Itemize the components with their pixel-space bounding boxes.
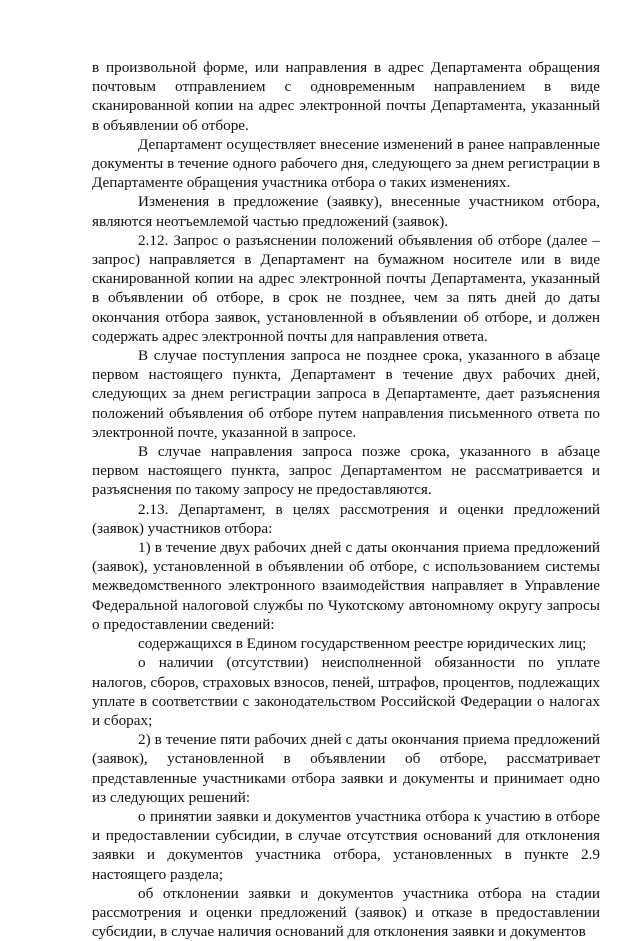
paragraph-decision-reject: об отклонении заявки и документов участника отбора на стадии рассмотрения и оценки предложений (заявок) и отказе в предоставлении субсидии, в случае наличия оснований для отклонения заявки и документов: [92, 884, 600, 941]
paragraph-item-2: 2) в течение пяти рабочих дней с даты окончания приема предложений (заявок), установленной в объявлении об отборе, рассматривает представленные участниками отбора заявки и документы и принимает одно из следующих решений:: [92, 731, 600, 806]
paragraph-amendment-procedure: Департамент осуществляет внесение изменений в ранее направленные документы в течение одного рабочего дня, следующего за днем регистрации в Департаменте обращения участника отбора о таких изменениях.: [92, 135, 600, 192]
paragraph-item-1-registry: содержащихся в Едином государственном реестре юридических лиц;: [138, 635, 587, 653]
paragraph-clarification-timely: В случае поступления запроса не позднее срока, указанного в абзаце первом настоящего пункта, Департамент в течение двух рабочих дней, следующих за днем регистрации запроса в Департаменте, дает разъяснения положений объявления об отборе путем направления письменного ответа по электронной почте, указанной в запросе.: [92, 347, 600, 441]
document-page: [92, 58, 600, 941]
paragraph-clarification-late: В случае направления запроса позже срока, указанного в абзаце первом настоящего пункта, запрос Департаментом не рассматривается и разъяснения по такому запросу не предоставляются.: [92, 443, 600, 499]
paragraph-decision-accept: о принятии заявки и документов участника отбора к участию в отборе и предоставлении субсидии, в случае отсутствия оснований для отклонения заявки и документов участника отбора, установленных в пункте 2.9 настоящего раздела;: [92, 807, 600, 883]
paragraph-item-1-tax-debt: о наличии (отсутствии) неисполненной обязанности по уплате налогов, сборов, страховых взносов, пеней, штрафов, процентов, подлежащих уплате в соответствии с законодательством Российской Федерации о налогах и сборах;: [92, 654, 600, 729]
paragraph-amendment-status: Изменения в предложение (заявку), внесенные участником отбора, являются неотъемлемой частью предложений (заявок).: [92, 193, 600, 230]
paragraph-clause-2-13: 2.13. Департамент, в целях рассмотрения и оценки предложений (заявок) участников отбора:: [92, 500, 600, 537]
paragraph-continuation: в произвольной форме, или направления в адрес Департамента обращения почтовым отправлением с одновременным направлением в виде сканированной копии на адрес электронной почты Департамента, указанный в объявлении об отборе.: [92, 59, 600, 134]
paragraph-clause-2-12: 2.12. Запрос о разъяснении положений объявления об отборе (далее – запрос) направляется в Департамент на бумажном носителе или в виде сканированной копии на адрес электронной почты Департамента, указанный в объявлении об отборе, в срок не позднее, чем за пять дней до даты окончания отбора заявок, установленной в объявлении об отборе, и должен содержать адрес электронной почты для направления ответа.: [92, 231, 600, 345]
paragraph-item-1: 1) в течение двух рабочих дней с даты окончания приема предложений (заявок), установленной в объявлении об отборе, с использованием системы межведомственного электронного взаимодействия направляет в Управление Федеральной налоговой службы по Чукотскому автономному округу запросы о предоставлении сведений:: [92, 539, 600, 633]
